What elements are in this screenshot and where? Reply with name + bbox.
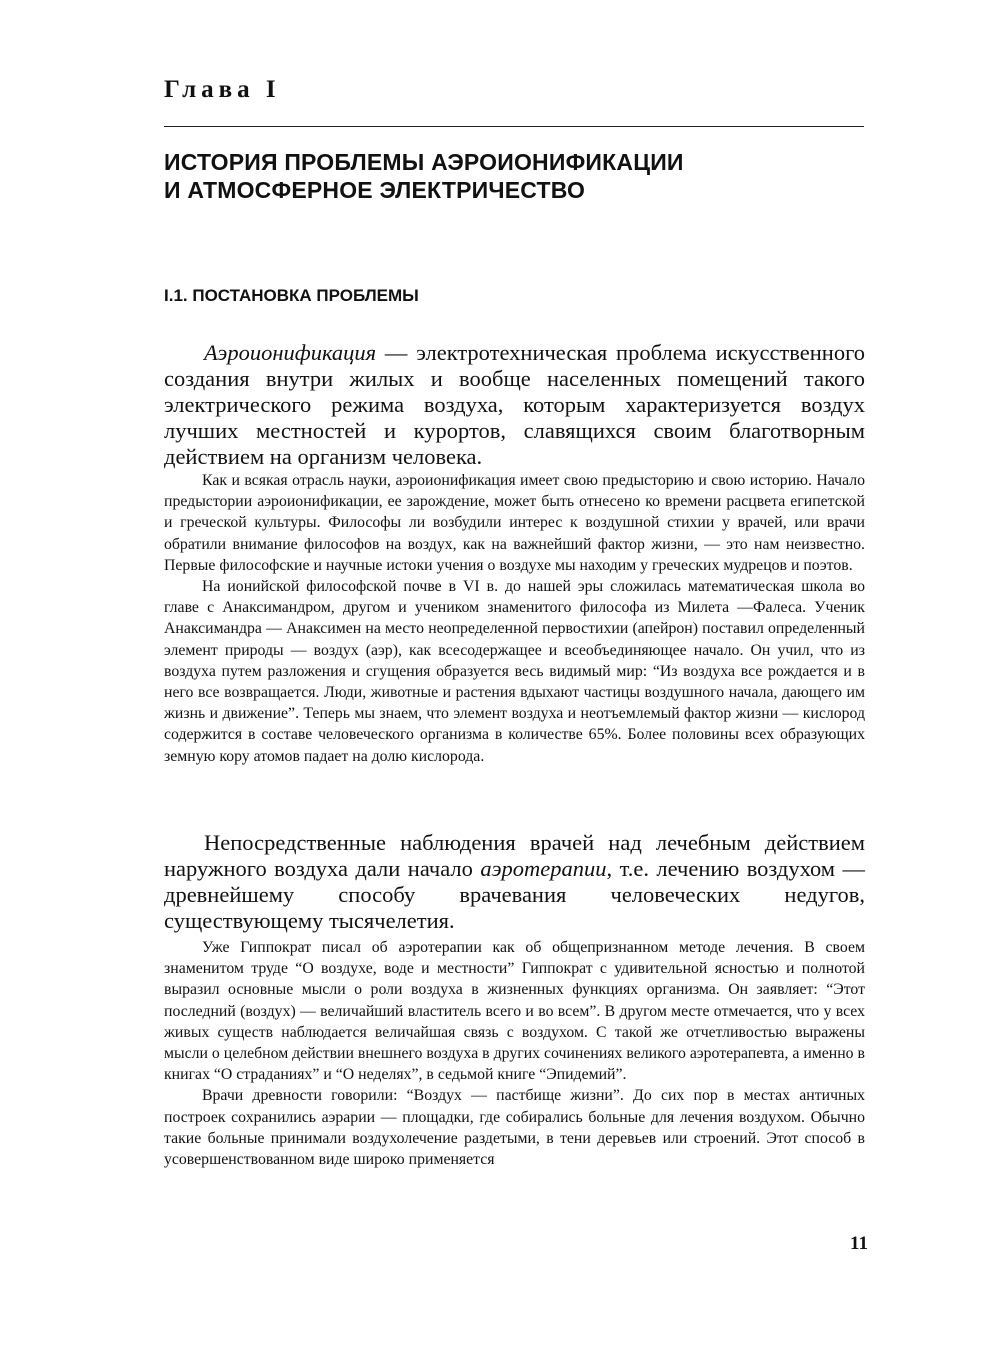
lead-2-text-before: Непосредственные наблюдения врачей над лечебным действием наружного воздуха дали начало [164,830,865,881]
lead-paragraph-2 [164,830,865,934]
chapter-title-line-1: ИСТОРИЯ ПРОБЛЕМЫ АЭРОИОНИФИКАЦИИ [164,149,684,175]
body-block-2 [164,937,865,1170]
lead-1-text: — электротехническая проблема искусственного создания внутри жилых и вообще населенных помещений такого электрического режима воздуха, которым характеризуется воздух лучших местностей и курортов, славящихся своим благотворным действием на организм человека. [164,340,865,469]
header-rule [164,126,864,127]
section-title: I.1. ПОСТАНОВКА ПРОБЛЕМЫ [164,286,419,305]
body-2-paragraph-2: Врачи древности говорили: “Воздух — пастбище жизни”. До сих пор в местах античных построек сохранились аэрарии — площадки, где собирались больные для лечения воздухом. Обычно такие больные принимали воздухолечение раздетыми, в тени деревьев или строений. Этот способ в усовершенствованном виде широко применяется [164,1087,865,1169]
lead-1-term: Аэроионификация [204,340,377,365]
lead-paragraph-1 [164,340,865,470]
body-1-paragraph-2: На ионийской философской почве в VI в. до нашей эры сложилась математическая школа во главе с Анаксимандром, другом и учеником знаменитого философа из Милета —Фалеса. Ученик Анаксимандра — Анаксимен на место неопределенной первостихии (апейрон) поставил определенный элемент природы — воздух (аэр), как всесодержащее и всеобъединяющее начало. Он учил, что из воздуха путем разложения и сгущения образуется весь видимый мир: “Из воздуха все рождается и в него все возвращается. Люди, животные и растения вдыхают частицы воздушного начала, дающего им жизнь и движение”. Теперь мы знаем, что элемент воздуха и неотъемлемый фактор жизни — кислород содержится в составе человеческого организма в количестве 65%. Более половины всех образующих земную кору атомов падает на долю кислорода. [164,578,865,765]
body-2-paragraph-1: Уже Гиппократ писал об аэротерапии как об общепризнанном методе лечения. В своем знаменитом труде “О воздухе, воде и местности” Гиппократ с удивительной ясностью и полнотой выразил основные мысли о роли воздуха в жизненных функциях организма. Он заявляет: “Этот последний (воздух) — величайший властитель всего и во всем”. В другом месте отмечается, что у всех живых существ наблюдается величайшая связь с воздухом. С такой же отчетливостью выражены мысли о целебном действии внешнего воздуха в других сочинениях великого аэротерапевта, а именно в книгах “О страданиях” и “О неделях”, в седьмой книге “Эпидемий”. [164,939,865,1084]
body-block-1 [164,470,865,767]
chapter-label: Глава I [164,76,281,103]
body-1-paragraph-1: Как и всякая отрасль науки, аэроионификация имеет свою предысторию и свою историю. Начало предыстории аэроионификации, ее зарождение, может быть отнесено ко времени расцвета египетской и греческой культуры. Философы ли возбудили интерес к воздушной стихии у врачей, или врачи обратили внимание философов на воздух, как на важнейший фактор жизни, — это нам неизвестно. Первые философские и научные истоки учения о воздухе мы находим у греческих мудрецов и поэтов. [164,472,865,574]
lead-2-text-after: , т.е. лечению воздухом — древнейшему способу врачевания человеческих недугов, существующему тысячелетия. [164,856,865,933]
page-number: 11 [850,1233,868,1254]
lead-2-term: аэротерапии [480,856,607,881]
chapter-title [164,148,864,204]
chapter-title-line-2: И АТМОСФЕРНОЕ ЭЛЕКТРИЧЕСТВО [164,177,586,203]
